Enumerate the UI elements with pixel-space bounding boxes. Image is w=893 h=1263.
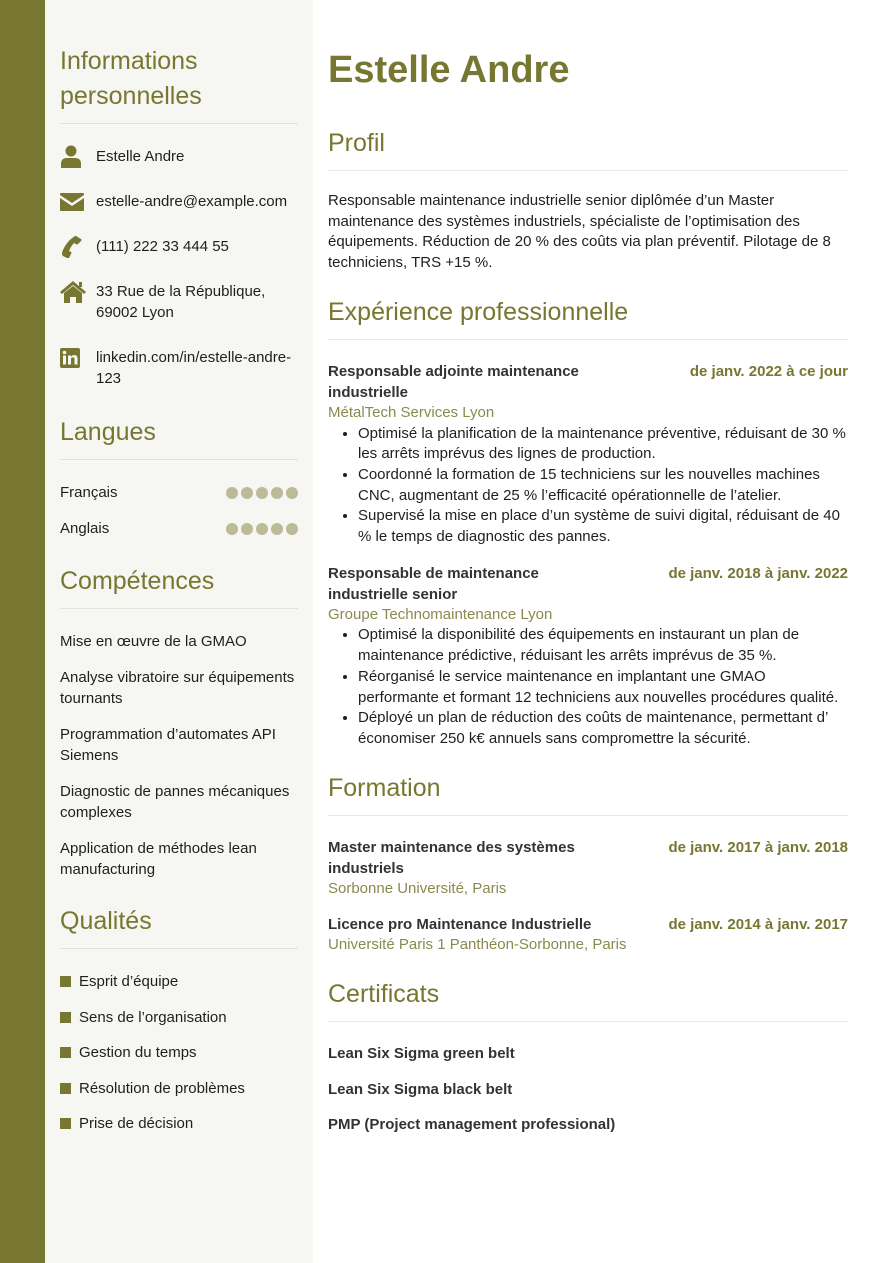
personal-info-heading: Informations personnelles [60, 47, 202, 110]
degree-date: de janv. 2017 à janv. 2018 [668, 838, 848, 856]
divider [60, 948, 298, 949]
experience-entry [328, 563, 848, 750]
quality-item [60, 971, 298, 992]
quality-item [60, 1042, 298, 1063]
certificate-item: Lean Six Sigma black belt [328, 1080, 513, 1098]
language-name: Français [60, 484, 118, 501]
divider [60, 608, 298, 609]
quality-text: Gestion du temps [79, 1044, 197, 1062]
level-dot [241, 523, 253, 535]
main-content [313, 0, 893, 1263]
level-dot [271, 523, 283, 535]
achievement: • Déployé un plan de réduction des coûts de maintenance, permettant d’ économiser 250 k€ annuels sans compromettre la sécurité. [358, 708, 848, 749]
skills-heading: Compétences [60, 567, 215, 595]
qualities-heading: Qualités [60, 907, 152, 935]
job-title: Responsable de maintenance industrielle senior [328, 564, 539, 603]
square-bullet-icon [60, 1118, 71, 1129]
contact-phone-text[interactable]: (111) 222 33 444 55 [96, 238, 229, 255]
quality-text: Résolution de problèmes [79, 1079, 245, 1097]
level-dot [271, 487, 283, 499]
quality-item [60, 1007, 298, 1028]
level-dot [286, 523, 298, 535]
degree-date: de janv. 2014 à janv. 2017 [668, 916, 848, 934]
divider [60, 459, 298, 460]
achievement: • Optimisé la disponibilité des équipements en instaurant un plan de maintenance prédictive, réduisant les arrêts imprévus de 35 %. [358, 625, 848, 666]
degree-title: Master maintenance des systèmes industriels [328, 838, 575, 877]
job-title: Responsable adjointe maintenance industrielle [328, 362, 579, 401]
achievement: • Supervisé la mise en place d’un système de suivi digital, réduisant de 40 % le temps de diagnostic des pannes. [358, 506, 848, 547]
contact-email-text[interactable]: estelle-andre@example.com [96, 193, 288, 210]
certificate-item: Lean Six Sigma green belt [328, 1045, 515, 1063]
square-bullet-icon [60, 976, 71, 987]
quality-text: Prise de décision [79, 1115, 194, 1133]
language-item [60, 518, 298, 539]
skill-item: Application de méthodes lean manufacturing [60, 840, 257, 878]
level-dot [241, 487, 253, 499]
quality-text: Sens de l’organisation [79, 1008, 227, 1026]
divider [328, 815, 848, 816]
contact-linkedin[interactable] [60, 347, 298, 389]
profile-heading: Profil [328, 129, 385, 157]
language-level [226, 487, 298, 499]
level-dot [226, 523, 238, 535]
quality-text: Esprit d’équipe [79, 973, 179, 990]
skill-item: Mise en œuvre de la GMAO [60, 633, 247, 650]
achievements-list [328, 625, 848, 749]
contact-linkedin-text[interactable]: linkedin.com/in/estelle-andre-123 [96, 349, 292, 387]
square-bullet-icon [60, 1047, 71, 1058]
school: Université Paris 1 Panthéon-Sorbonne, Paris [328, 936, 627, 954]
divider [60, 123, 298, 124]
divider [328, 339, 848, 340]
education-entry [328, 837, 848, 900]
contact-email[interactable] [60, 191, 298, 212]
home-icon [60, 281, 96, 302]
square-bullet-icon [60, 1012, 71, 1023]
achievement: • Réorganisé le service maintenance en implantant une GMAO performante et formant 12 techniciens aux nouvelles procédures qualité. [358, 667, 848, 708]
candidate-name: Estelle Andre [328, 49, 570, 91]
contact-name [60, 146, 298, 167]
contact-address [60, 281, 298, 323]
language-item [60, 482, 298, 503]
level-dot [256, 487, 268, 499]
profile-text: Responsable maintenance industrielle senior diplômée d’un Master maintenance des systèmes industriels, spécialiste de l’optimisation des équipements. Réduction de 20 % des coûts via plan préventif. Pilotage de 8 techniciens, TRS +15 %. [328, 192, 831, 272]
achievements-list [328, 424, 848, 548]
job-date: de janv. 2018 à janv. 2022 [668, 564, 848, 582]
level-dot [256, 523, 268, 535]
contact-address-text: 33 Rue de la République, 69002 Lyon [96, 283, 266, 321]
linkedin-icon [60, 347, 96, 368]
achievement: • Optimisé la planification de la maintenance préventive, réduisant de 30 % les arrêts imprévus des lignes de production. [358, 424, 848, 465]
education-entry [328, 914, 848, 956]
level-dot [226, 487, 238, 499]
quality-item [60, 1078, 298, 1099]
divider [328, 1021, 848, 1022]
envelope-icon [60, 191, 96, 212]
divider [328, 170, 848, 171]
language-name: Anglais [60, 520, 110, 537]
company: Groupe Technomaintenance Lyon [328, 605, 553, 623]
job-date: de janv. 2022 à ce jour [689, 362, 848, 380]
user-icon [60, 146, 96, 167]
sidebar [45, 0, 313, 1263]
education-heading: Formation [328, 773, 441, 802]
level-dot [286, 487, 298, 499]
certificates-heading: Certificats [328, 980, 440, 1009]
company: MétalTech Services Lyon [328, 403, 495, 421]
experience-entry [328, 361, 848, 548]
square-bullet-icon [60, 1083, 71, 1094]
skill-item: Analyse vibratoire sur équipements tournants [60, 669, 295, 707]
contact-phone[interactable] [60, 236, 298, 257]
experience-heading: Expérience professionnelle [328, 297, 629, 326]
quality-item [60, 1113, 298, 1134]
language-level [226, 523, 298, 535]
skill-item: Diagnostic de pannes mécaniques complexes [60, 783, 290, 821]
skill-item: Programmation d’automates API Siemens [60, 726, 276, 764]
accent-stripe [0, 0, 45, 1263]
phone-icon [60, 236, 96, 257]
degree-title: Licence pro Maintenance Industrielle [328, 916, 592, 934]
languages-heading: Langues [60, 418, 156, 446]
certificate-item: PMP (Project management professional) [328, 1116, 616, 1134]
achievement: • Coordonné la formation de 15 techniciens sur les nouvelles machines CNC, augmentant de 25 % l’efficacité opérationnelle de l’atelier. [358, 465, 848, 506]
contact-name-text: Estelle Andre [96, 148, 185, 165]
school: Sorbonne Université, Paris [328, 879, 507, 897]
